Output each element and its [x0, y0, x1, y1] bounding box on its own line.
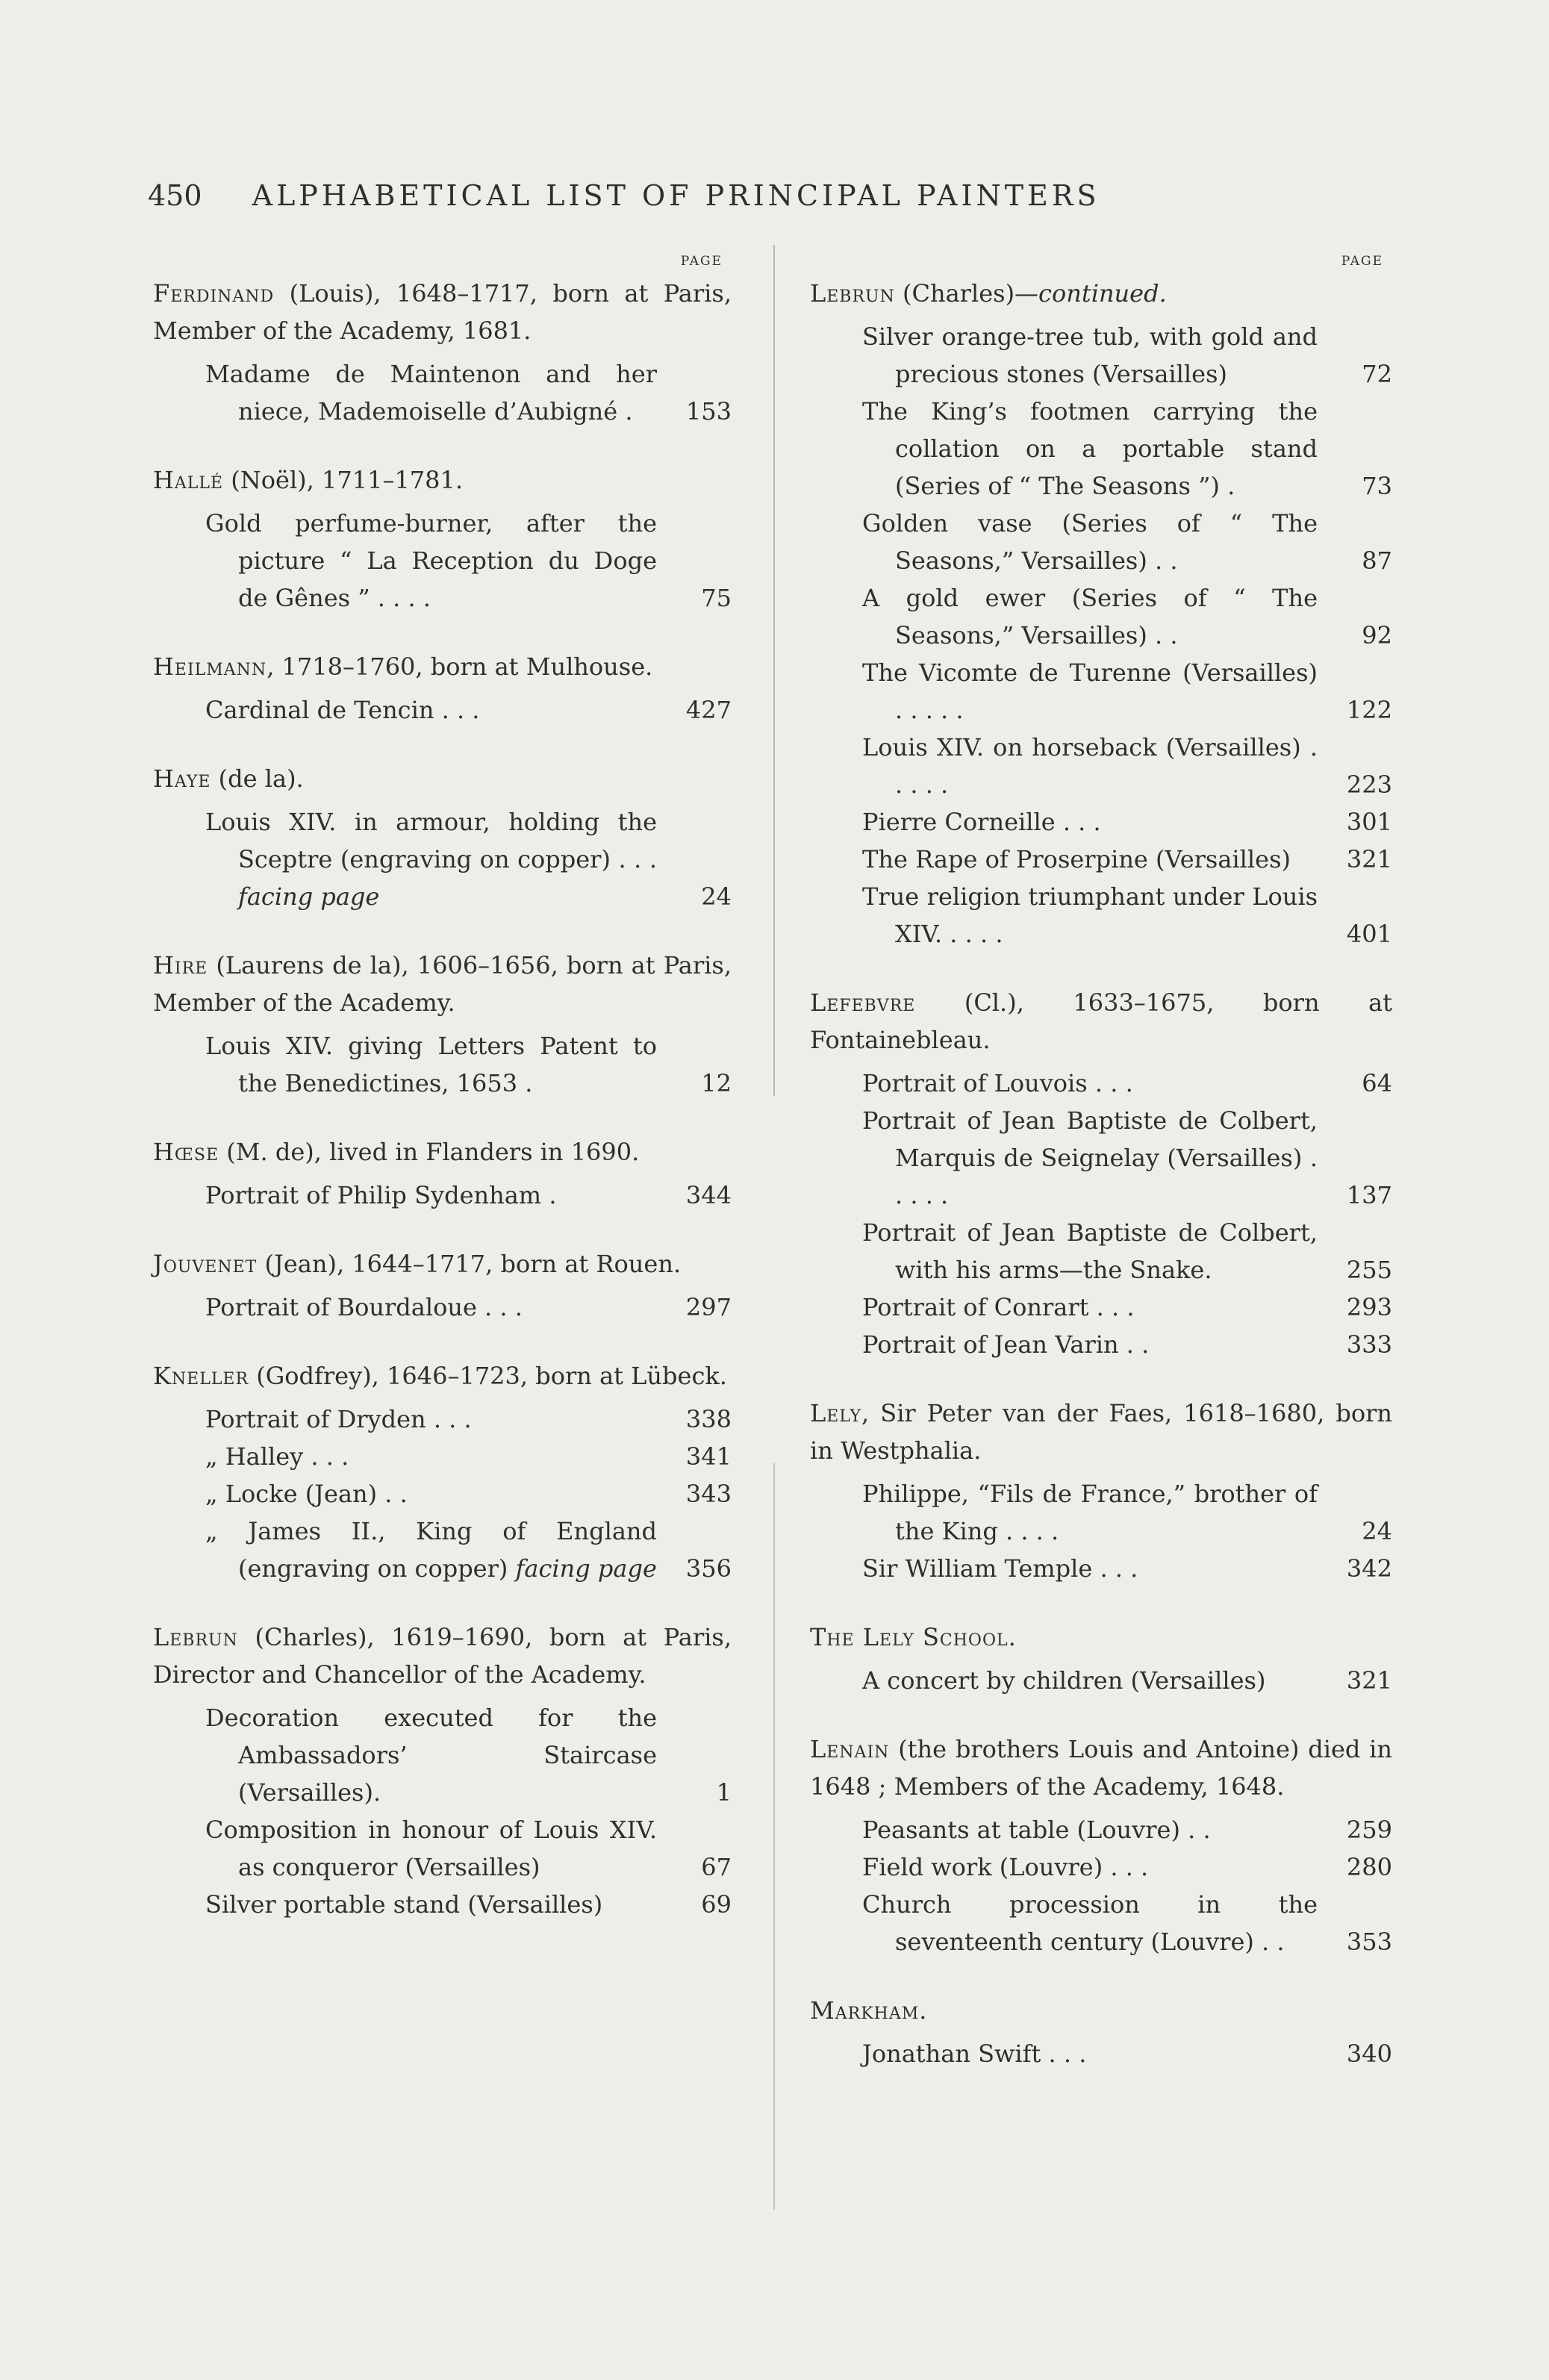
- work-title-text: The Rape of Proserpine (Versailles): [862, 845, 1291, 873]
- painter-name: Kneller: [153, 1362, 249, 1390]
- work-row: [810, 1848, 1392, 1886]
- index-entry: [153, 760, 732, 915]
- entry-heading: [153, 1357, 732, 1395]
- work-title: [205, 1475, 657, 1513]
- index-entry: [810, 1731, 1392, 1960]
- painter-name: Lefebvre: [810, 988, 916, 1017]
- page-reference: 259: [1346, 1816, 1392, 1844]
- page-reference: 280: [1346, 1853, 1392, 1881]
- work-title-text: A gold ewer (Series of “ The Seasons,” Versailles) . .: [862, 584, 1318, 649]
- page-reference: 401: [1346, 920, 1392, 948]
- painter-description: (Noël), 1711–1781.: [231, 466, 464, 494]
- entry-heading: [810, 275, 1392, 312]
- painter-name: Hire: [153, 951, 208, 979]
- work-row: [810, 1065, 1392, 1102]
- entry-heading: [153, 1133, 732, 1171]
- work-row: [153, 1289, 732, 1326]
- index-entry: [153, 275, 732, 430]
- work-title-text: Sir William Temple . . .: [862, 1554, 1138, 1583]
- painter-name: Ferdinand: [153, 279, 275, 308]
- work-title: [862, 878, 1318, 953]
- work-row: [810, 579, 1392, 654]
- page-reference: 293: [1346, 1293, 1392, 1321]
- work-row: [810, 1475, 1392, 1550]
- work-row: [810, 1886, 1392, 1960]
- painter-description: (M. de), lived in Flanders in 1690.: [226, 1138, 640, 1166]
- work-title: [862, 1326, 1318, 1363]
- page-reference: 338: [685, 1405, 732, 1433]
- work-title: [205, 355, 657, 430]
- painter-description: , 1718–1760, born at Mulhouse.: [267, 652, 653, 681]
- work-title-text: Louis XIV. on horseback (Versailles) . . . . .: [862, 733, 1318, 799]
- work-row: [810, 1662, 1392, 1699]
- page-reference: 122: [1346, 696, 1392, 724]
- page-reference: 24: [1362, 1517, 1392, 1545]
- page-reference: 301: [1346, 808, 1392, 836]
- index-entry: [810, 984, 1392, 1363]
- work-title: [205, 803, 657, 915]
- index-entry: [153, 1619, 732, 1923]
- work-row: [153, 1886, 732, 1923]
- work-row: [153, 691, 732, 729]
- work-title: [205, 1513, 657, 1587]
- work-title-text: Field work (Louvre) . . .: [862, 1853, 1149, 1881]
- work-title: [862, 841, 1318, 878]
- work-title-text: Gold perfume-burner, after the picture “ La Reception du Doge de Gênes ” . . . .: [205, 509, 657, 612]
- page-reference: 255: [1346, 1256, 1392, 1284]
- painter-description: (Charles)—: [903, 279, 1039, 308]
- work-title: [862, 2035, 1318, 2072]
- painter-description: (Cl.), 1633–1675, born at Fontainebleau.: [810, 988, 1393, 1054]
- work-row: [810, 654, 1392, 729]
- work-title-text: True religion triumphant under Louis XIV. . . . .: [862, 882, 1318, 948]
- work-title-text: Portrait of Conrart . . .: [862, 1293, 1135, 1321]
- index-entry: [810, 275, 1392, 953]
- entry-heading: [810, 1395, 1392, 1469]
- work-title: [205, 691, 657, 729]
- work-row: [810, 505, 1392, 579]
- work-row: [810, 841, 1392, 878]
- work-title-text: Philippe, “Fils de France,” brother of the King . . . .: [862, 1480, 1318, 1545]
- running-head: [148, 179, 1253, 212]
- work-row: [810, 1102, 1392, 1214]
- work-title-text: Portrait of Jean Baptiste de Colbert, with his arms—the Snake.: [862, 1218, 1318, 1284]
- work-title: [205, 1027, 657, 1102]
- page-reference: 24: [701, 882, 732, 911]
- painter-name: Lebrun: [153, 1623, 238, 1651]
- page-reference: 321: [1346, 845, 1392, 873]
- page-reference: 427: [685, 696, 732, 724]
- page-number: 450: [148, 179, 202, 212]
- work-title-text: Decoration executed for the Ambassadors’ Staircase (Versailles).: [205, 1704, 657, 1807]
- entry-heading: [153, 461, 732, 499]
- page-reference: 356: [685, 1554, 732, 1583]
- work-row: [153, 1438, 732, 1475]
- work-title-text: Portrait of Philip Sydenham .: [205, 1181, 557, 1209]
- continued-label: continued.: [1038, 279, 1167, 308]
- page-title: ALPHABETICAL LIST OF PRINCIPAL PAINTERS: [252, 179, 1100, 212]
- column-rule: [773, 245, 775, 1096]
- entry-heading: [153, 760, 732, 797]
- work-row: [810, 1289, 1392, 1326]
- work-title: [205, 1289, 657, 1326]
- page-reference: 353: [1346, 1928, 1392, 1956]
- page-reference: 87: [1362, 546, 1392, 575]
- page-reference: 92: [1362, 621, 1392, 649]
- page-reference: 333: [1346, 1330, 1392, 1359]
- entry-heading: [153, 275, 732, 349]
- work-title: [862, 1214, 1318, 1289]
- page-reference: 321: [1346, 1666, 1392, 1695]
- painter-name: Lebrun: [810, 279, 895, 308]
- page-reference: 69: [701, 1890, 732, 1919]
- work-title: [205, 1886, 657, 1923]
- work-title-text: Portrait of Jean Varin . .: [862, 1330, 1150, 1359]
- painter-description: (the brothers Louis and Antoine) died in 1648 ; Members of the Academy, 1648.: [810, 1735, 1393, 1801]
- entry-heading: [810, 1992, 1392, 2029]
- work-title-text: Portrait of Dryden . . .: [205, 1405, 472, 1433]
- facing-page-note: facing page: [238, 882, 380, 911]
- index-entry: [810, 1992, 1392, 2072]
- work-title-text: Silver orange-tree tub, with gold and precious stones (Versailles): [862, 323, 1318, 388]
- work-row: [810, 729, 1392, 803]
- work-title: [862, 1886, 1318, 1960]
- painter-name: Hœse: [153, 1138, 219, 1166]
- page-reference: 153: [685, 397, 732, 426]
- work-title-text: Jonathan Swift . . .: [862, 2040, 1087, 2068]
- index-entry: [153, 648, 732, 729]
- work-title-text: Golden vase (Series of “ The Seasons,” Versailles) . .: [862, 509, 1318, 575]
- page-reference: 64: [1362, 1069, 1392, 1097]
- work-row: [810, 393, 1392, 505]
- entry-heading: [153, 1245, 732, 1283]
- work-title: [862, 505, 1318, 579]
- painter-name: Lenain: [810, 1735, 890, 1763]
- work-title-text: Portrait of Bourdaloue . . .: [205, 1293, 523, 1321]
- work-title-text: „ Halley . . .: [205, 1442, 349, 1471]
- work-row: [810, 803, 1392, 841]
- painter-name: Jouvenet: [153, 1250, 258, 1278]
- work-title: [862, 654, 1318, 729]
- painter-name: Hallé: [153, 466, 224, 494]
- work-row: [810, 1811, 1392, 1848]
- page-reference: 341: [685, 1442, 732, 1471]
- page-column-label: PAGE: [1341, 254, 1383, 269]
- work-row: [810, 1326, 1392, 1363]
- page-reference: 297: [685, 1293, 732, 1321]
- page-reference: 1: [716, 1778, 732, 1807]
- work-row: [153, 803, 732, 915]
- work-row: [810, 1214, 1392, 1289]
- work-row: [810, 878, 1392, 953]
- work-title-text: Church procession in the seventeenth century (Louvre) . .: [862, 1890, 1318, 1956]
- page-reference: 75: [701, 584, 732, 612]
- facing-page-note: facing page: [515, 1554, 657, 1583]
- work-title-text: Pierre Corneille . . .: [862, 808, 1101, 836]
- work-title: [862, 1102, 1318, 1214]
- work-title-text: „ Locke (Jean) . .: [205, 1480, 408, 1508]
- page-reference: 342: [1346, 1554, 1392, 1583]
- painter-description: (Louis), 1648–1717, born at Paris, Member of the Academy, 1681.: [153, 279, 732, 345]
- work-title: [205, 1699, 657, 1811]
- work-row: [153, 1401, 732, 1438]
- work-title-text: „ James II., King of England (engraving on copper): [205, 1517, 657, 1583]
- work-title: [205, 1401, 657, 1438]
- index-entry: [153, 1357, 732, 1587]
- work-title-text: The King’s footmen carrying the collation on a portable stand (Series of “ The Seasons ”) .: [862, 397, 1318, 500]
- page-reference: 344: [685, 1181, 732, 1209]
- work-row: [810, 2035, 1392, 2072]
- page-reference: 67: [701, 1853, 732, 1881]
- painter-description: , Sir Peter van der Faes, 1618–1680, born in Westphalia.: [810, 1399, 1392, 1465]
- index-entry: [153, 1133, 732, 1214]
- entry-heading: [153, 1619, 732, 1693]
- work-title: [862, 1475, 1318, 1550]
- work-title: [205, 505, 657, 617]
- work-row: [153, 1811, 732, 1886]
- painter-description: (Jean), 1644–1717, born at Rouen.: [264, 1250, 682, 1278]
- work-title-text: Portrait of Louvois . . .: [862, 1069, 1133, 1097]
- work-title-text: A concert by children (Versailles): [862, 1666, 1266, 1695]
- painter-name: Heilmann: [153, 652, 267, 681]
- work-title-text: Silver portable stand (Versailles): [205, 1890, 603, 1919]
- index-entry: [153, 947, 732, 1102]
- painter-name: Lely: [810, 1399, 862, 1427]
- work-title-text: Louis XIV. in armour, holding the Sceptre (engraving on copper) . . .: [205, 808, 657, 873]
- work-row: [153, 505, 732, 617]
- work-row: [153, 1027, 732, 1102]
- work-title: [862, 1550, 1318, 1587]
- page-reference: 72: [1362, 360, 1392, 388]
- work-title: [205, 1438, 657, 1475]
- painter-description: (Godfrey), 1646–1723, born at Lübeck.: [256, 1362, 727, 1390]
- index-entry: [153, 1245, 732, 1326]
- page-reference: 343: [685, 1480, 732, 1508]
- index-entry: [810, 1395, 1392, 1587]
- entry-heading: [153, 648, 732, 685]
- work-title-text: Madame de Maintenon and her niece, Mademoiselle d’Aubigné .: [205, 360, 657, 426]
- painter-description: (Charles), 1619–1690, born at Paris, Director and Chancellor of the Academy.: [153, 1623, 732, 1689]
- left-column: [153, 254, 732, 1954]
- work-title: [862, 393, 1318, 505]
- work-row: [153, 1513, 732, 1587]
- work-title-text: The Vicomte de Turenne (Versailles) . . . . .: [862, 658, 1318, 724]
- work-row: [153, 355, 732, 430]
- page-reference: 73: [1362, 472, 1392, 500]
- right-column: [810, 254, 1392, 2104]
- index-entry: [810, 1619, 1392, 1699]
- work-row: [810, 1550, 1392, 1587]
- entry-heading: [810, 1619, 1392, 1656]
- work-row: [153, 1475, 732, 1513]
- page-reference: 340: [1346, 2040, 1392, 2068]
- index-entry: [153, 461, 732, 617]
- entry-heading: [153, 947, 732, 1021]
- work-row: [153, 1177, 732, 1214]
- painter-name: Haye: [153, 764, 211, 793]
- painter-description: (de la).: [218, 764, 304, 793]
- entry-heading: [810, 1731, 1392, 1805]
- work-title-text: Composition in honour of Louis XIV. as conqueror (Versailles): [205, 1816, 657, 1881]
- work-title-text: Cardinal de Tencin . . .: [205, 696, 480, 724]
- painter-name: Markham.: [810, 1996, 928, 2025]
- work-title-text: Louis XIV. giving Letters Patent to the Benedictines, 1653 .: [205, 1032, 657, 1097]
- page-column-label: PAGE: [680, 254, 723, 269]
- entry-heading: [810, 984, 1392, 1059]
- work-row: [153, 1699, 732, 1811]
- work-title-text: Portrait of Jean Baptiste de Colbert, Marquis de Seignelay (Versailles) . . . . .: [862, 1106, 1318, 1209]
- work-title: [862, 803, 1318, 841]
- work-title-text: Peasants at table (Louvre) . .: [862, 1816, 1211, 1844]
- painter-description: (Laurens de la), 1606–1656, born at Paris, Member of the Academy.: [153, 951, 732, 1017]
- painter-name: The Lely School.: [810, 1623, 1017, 1651]
- work-title: [862, 1289, 1318, 1326]
- work-title: [862, 579, 1318, 654]
- column-rule: [773, 1463, 775, 2210]
- work-title: [862, 1662, 1318, 1699]
- work-title: [862, 318, 1318, 393]
- work-title: [205, 1811, 657, 1886]
- work-title: [205, 1177, 657, 1214]
- work-title: [862, 1848, 1318, 1886]
- work-title: [862, 1065, 1318, 1102]
- page-reference: 223: [1346, 770, 1392, 799]
- work-row: [810, 318, 1392, 393]
- page-reference: 137: [1346, 1181, 1392, 1209]
- work-title: [862, 1811, 1318, 1848]
- page-reference: 12: [701, 1069, 732, 1097]
- work-title: [862, 729, 1318, 803]
